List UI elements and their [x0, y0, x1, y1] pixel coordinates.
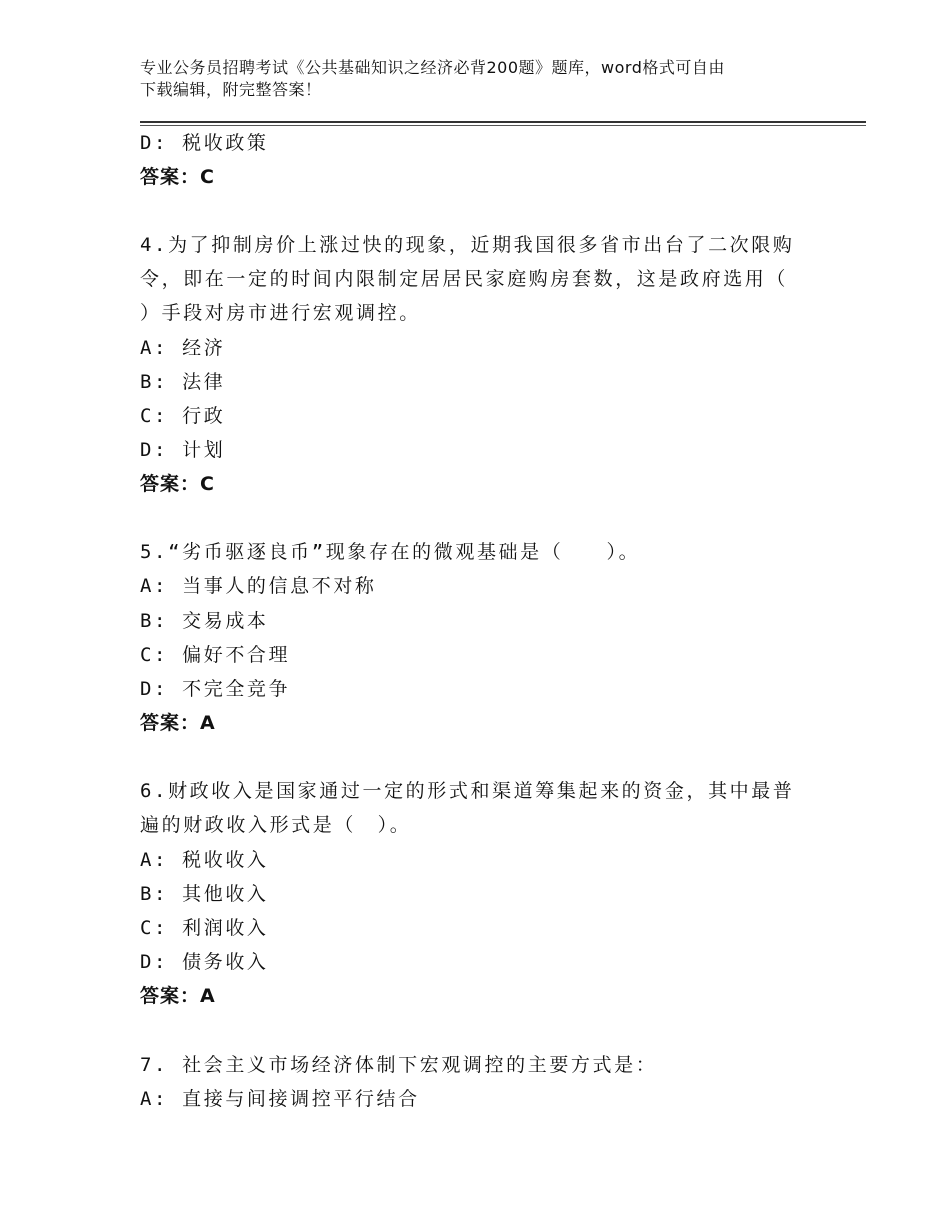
document-header: [140, 57, 805, 101]
q4-option-d: D: 计划: [140, 439, 226, 461]
q5-option-a: A: 当事人的信息不对称: [140, 575, 377, 597]
q6-stem-line-1: 6.财政收入是国家通过一定的形式和渠道筹集起来的资金，其中最普: [140, 780, 795, 802]
prev-answer: 答案：C: [140, 166, 215, 188]
q6-option-a: A: 税收收入: [140, 849, 269, 871]
q5-answer: 答案：A: [140, 712, 216, 734]
q5-option-d: D: 不完全竞争: [140, 678, 291, 700]
q6-answer: 答案：A: [140, 985, 216, 1007]
q4-answer: 答案：C: [140, 473, 215, 495]
prev-option-d: D: 税收政策: [140, 132, 269, 154]
q4-stem-line-1: 4.为了抑制房价上涨过快的现象，近期我国很多省市出台了二次限购: [140, 234, 795, 256]
q6-option-d: D: 债务收入: [140, 951, 269, 973]
header-divider-thick: [140, 121, 866, 123]
q4-stem-line-3: ）手段对房市进行宏观调控。: [140, 302, 421, 324]
header-divider-thin: [140, 125, 866, 126]
q4-stem-line-2: 令，即在一定的时间内限制定居居民家庭购房套数，这是政府选用（: [140, 268, 789, 290]
header-line-1: 专业公务员招聘考试《公共基础知识之经济必背200题》题库，word格式可自由: [140, 58, 725, 77]
q4-option-b: B: 法律: [140, 371, 226, 393]
q5-option-b: B: 交易成本: [140, 610, 269, 632]
q4-option-a: A: 经济: [140, 337, 226, 359]
q5-stem-line-1: 5.“劣币驱逐良币”现象存在的微观基础是（ ）。: [140, 541, 641, 563]
q6-option-b: B: 其他收入: [140, 883, 269, 905]
q6-option-c: C: 利润收入: [140, 917, 269, 939]
q6-stem-line-2: 遍的财政收入形式是（ ）。: [140, 814, 412, 836]
q5-option-c: C: 偏好不合理: [140, 644, 291, 666]
q7-stem-line-1: 7. 社会主义市场经济体制下宏观调控的主要方式是：: [140, 1054, 658, 1076]
header-line-2: 下载编辑，附完整答案！: [140, 80, 322, 99]
q7-option-a: A: 直接与间接调控平行结合: [140, 1088, 420, 1110]
q4-option-c: C: 行政: [140, 405, 226, 427]
